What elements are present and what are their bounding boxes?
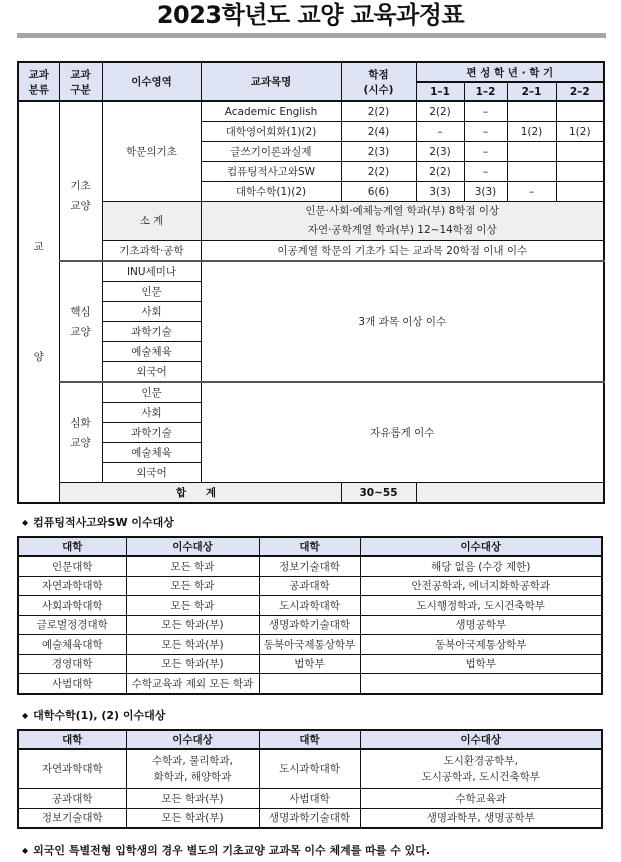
core-area: 사회 bbox=[102, 302, 201, 322]
college: 자연과학대학 bbox=[18, 749, 126, 789]
target: 동북아국제통상학부 bbox=[360, 635, 602, 655]
table-row bbox=[18, 635, 602, 655]
college: 사범대학 bbox=[259, 789, 360, 809]
total-empty bbox=[416, 483, 604, 504]
core-area: 예술체육 bbox=[102, 342, 201, 362]
term-1-1: 2(2) bbox=[416, 101, 464, 122]
type-advanced bbox=[59, 382, 102, 483]
target-line1: 도시환경공학부, bbox=[443, 755, 518, 767]
college: 법학부 bbox=[259, 654, 360, 674]
subtotal-text bbox=[201, 202, 604, 241]
sw-target-table bbox=[17, 536, 603, 695]
header-type-line1: 교과 bbox=[70, 68, 91, 81]
header-area: 이수영역 bbox=[102, 62, 201, 101]
table-row bbox=[18, 382, 604, 403]
sw-section-title bbox=[22, 514, 174, 530]
header-term-1-2: 1–2 bbox=[464, 82, 507, 101]
header-credit bbox=[341, 62, 416, 101]
table-row bbox=[18, 654, 602, 674]
target bbox=[360, 749, 602, 789]
math-section-title bbox=[22, 707, 165, 723]
target: 수학교육과 bbox=[360, 789, 602, 809]
type-advanced-line2: 교양 bbox=[70, 436, 91, 449]
table-row bbox=[18, 749, 602, 789]
target bbox=[126, 749, 259, 789]
type-core-line1: 핵심 bbox=[70, 305, 91, 318]
header-target: 이수대상 bbox=[360, 537, 602, 556]
table-row bbox=[18, 261, 604, 282]
type-advanced-line1: 심화 bbox=[70, 416, 91, 429]
category-label-top: 교 bbox=[33, 240, 44, 253]
college bbox=[259, 674, 360, 694]
table-row bbox=[18, 556, 602, 576]
header-target: 이수대상 bbox=[126, 730, 259, 749]
header-credit-line2: (시수) bbox=[363, 83, 394, 96]
target: 모든 학과(부) bbox=[126, 808, 259, 828]
header-college: 대학 bbox=[259, 730, 360, 749]
header-college: 대학 bbox=[259, 537, 360, 556]
type-core bbox=[59, 261, 102, 382]
term-1-2: – bbox=[464, 162, 507, 182]
course-name: 컴퓨팅적사고와SW bbox=[201, 162, 341, 182]
header-type-line2: 구분 bbox=[70, 83, 91, 96]
college: 사회과학대학 bbox=[18, 596, 126, 616]
term-1-1: – bbox=[416, 122, 464, 142]
college: 정보기술대학 bbox=[259, 556, 360, 576]
course-credit: 2(4) bbox=[341, 122, 416, 142]
total-row bbox=[18, 483, 604, 504]
header-college: 대학 bbox=[18, 730, 126, 749]
college: 사범대학 bbox=[18, 674, 126, 694]
target: 모든 학과(부) bbox=[126, 654, 259, 674]
term-2-2 bbox=[556, 162, 604, 182]
category-cell bbox=[18, 101, 59, 503]
term-2-1 bbox=[507, 101, 556, 122]
course-credit: 2(3) bbox=[341, 142, 416, 162]
college: 생명과학기술대학 bbox=[259, 808, 360, 828]
table-row bbox=[18, 674, 602, 694]
header-term-2-2: 2–2 bbox=[556, 82, 604, 101]
course-name: Academic English bbox=[201, 101, 341, 122]
type-basic bbox=[59, 101, 102, 261]
diamond-bullet-icon: ◆ bbox=[22, 518, 29, 527]
science-text: 이공계열 학문의 기초가 되는 교과목 20학점 이내 이수 bbox=[201, 241, 604, 262]
total-value: 30~55 bbox=[341, 483, 416, 504]
category-label-bottom: 양 bbox=[33, 351, 44, 363]
type-core-line2: 교양 bbox=[70, 325, 91, 338]
core-area: INU세미나 bbox=[102, 261, 201, 282]
college: 인문대학 bbox=[18, 556, 126, 576]
table-row bbox=[18, 596, 602, 616]
advanced-area: 과학기술 bbox=[102, 423, 201, 443]
science-label: 기초과학·공학 bbox=[102, 241, 201, 262]
header-term-2-1: 2–1 bbox=[507, 82, 556, 101]
header-schedule: 편 성 학 년 · 학 기 bbox=[416, 62, 604, 82]
term-2-2 bbox=[556, 101, 604, 122]
advanced-area: 사회 bbox=[102, 403, 201, 423]
college: 경영대학 bbox=[18, 654, 126, 674]
target: 모든 학과 bbox=[126, 576, 259, 596]
table-row bbox=[18, 615, 602, 635]
advanced-requirement: 자유롭게 이수 bbox=[201, 382, 604, 483]
target: 생명공학부 bbox=[360, 615, 602, 635]
college: 자연과학대학 bbox=[18, 576, 126, 596]
header-term-1-1: 1–1 bbox=[416, 82, 464, 101]
college: 예술체육대학 bbox=[18, 635, 126, 655]
advanced-area: 인문 bbox=[102, 382, 201, 403]
college: 동북아국제통상학부 bbox=[259, 635, 360, 655]
term-2-1: – bbox=[507, 182, 556, 202]
target: 해당 없음 (수강 제한) bbox=[360, 556, 602, 576]
target: 모든 학과(부) bbox=[126, 635, 259, 655]
type-basic-line2: 교양 bbox=[70, 200, 91, 212]
advanced-area: 외국어 bbox=[102, 463, 201, 483]
term-2-2: 1(2) bbox=[556, 122, 604, 142]
core-requirement: 3개 과목 이상 이수 bbox=[201, 261, 604, 382]
term-1-2: – bbox=[464, 122, 507, 142]
college: 글로벌정경대학 bbox=[18, 615, 126, 635]
course-name: 대학영어회화(1)(2) bbox=[201, 122, 341, 142]
page-title: 2023학년도 교양 교육과정표 bbox=[156, 1, 465, 29]
header-category-line2: 분류 bbox=[28, 83, 49, 96]
footnote-text: 외국인 특별전형 입학생의 경우 별도의 기초교양 교과목 이수 체계를 따를 수 있다. bbox=[33, 844, 431, 857]
math-target-table bbox=[17, 729, 603, 829]
target: 안전공학과, 에너지화학공학과 bbox=[360, 576, 602, 596]
curriculum-table bbox=[17, 61, 605, 504]
term-2-2 bbox=[556, 142, 604, 162]
advanced-area: 예술체육 bbox=[102, 443, 201, 463]
course-credit: 2(2) bbox=[341, 162, 416, 182]
target: 수학교육과 제외 모든 학과 bbox=[126, 674, 259, 694]
table-row bbox=[18, 789, 602, 809]
college: 정보기술대학 bbox=[18, 808, 126, 828]
target: 법학부 bbox=[360, 654, 602, 674]
course-credit: 2(2) bbox=[341, 101, 416, 122]
target bbox=[360, 674, 602, 694]
diamond-bullet-icon: ◆ bbox=[22, 711, 29, 720]
title-divider bbox=[17, 33, 606, 38]
term-1-2: 3(3) bbox=[464, 182, 507, 202]
area-basic: 학문의기초 bbox=[102, 101, 201, 202]
core-area: 외국어 bbox=[102, 362, 201, 383]
target-line1: 수학과, 물리학과, bbox=[151, 755, 233, 767]
header-category bbox=[18, 62, 59, 101]
core-area: 인문 bbox=[102, 282, 201, 302]
subtotal-line1: 인문·사회·예체능계열 학과(부) 8학점 이상 bbox=[305, 205, 500, 217]
header-course: 교과목명 bbox=[201, 62, 341, 101]
term-2-2 bbox=[556, 182, 604, 202]
header-target: 이수대상 bbox=[126, 537, 259, 556]
course-credit: 6(6) bbox=[341, 182, 416, 202]
term-1-1: 2(2) bbox=[416, 162, 464, 182]
term-2-1: 1(2) bbox=[507, 122, 556, 142]
target-line2: 화학과, 해양학과 bbox=[153, 771, 232, 783]
target: 생명과학부, 생명공학부 bbox=[360, 808, 602, 828]
college: 공과대학 bbox=[18, 789, 126, 809]
college: 도시과학대학 bbox=[259, 749, 360, 789]
table-row bbox=[18, 576, 602, 596]
table-row bbox=[18, 101, 604, 122]
subtotal-line2: 자연·공학계열 학과(부) 12~14학점 이상 bbox=[307, 224, 497, 236]
course-name: 대학수학(1)(2) bbox=[201, 182, 341, 202]
core-area: 과학기술 bbox=[102, 322, 201, 342]
header-category-line1: 교과 bbox=[28, 68, 49, 81]
header-college: 대학 bbox=[18, 537, 126, 556]
sw-section-title-text: 컴퓨팅적사고와SW 이수대상 bbox=[33, 516, 174, 529]
target-line2: 도시공학과, 도시건축학부 bbox=[421, 771, 540, 783]
subtotal-label: 소 계 bbox=[102, 202, 201, 241]
target: 모든 학과 bbox=[126, 556, 259, 576]
table-row bbox=[18, 808, 602, 828]
header-type bbox=[59, 62, 102, 101]
term-1-2: – bbox=[464, 142, 507, 162]
header-target: 이수대상 bbox=[360, 730, 602, 749]
college: 공과대학 bbox=[259, 576, 360, 596]
target: 도시행정학과, 도시건축학부 bbox=[360, 596, 602, 616]
total-label: 합 계 bbox=[59, 483, 341, 504]
science-row bbox=[18, 241, 604, 262]
diamond-bullet-icon: ◆ bbox=[22, 846, 29, 855]
term-2-1 bbox=[507, 162, 556, 182]
college: 생명과학기술대학 bbox=[259, 615, 360, 635]
term-2-1 bbox=[507, 142, 556, 162]
term-1-1: 2(3) bbox=[416, 142, 464, 162]
course-name: 글쓰기이론과실제 bbox=[201, 142, 341, 162]
term-1-2: – bbox=[464, 101, 507, 122]
target: 모든 학과(부) bbox=[126, 615, 259, 635]
term-1-1: 3(3) bbox=[416, 182, 464, 202]
target: 모든 학과 bbox=[126, 596, 259, 616]
header-credit-line1: 학점 bbox=[368, 68, 389, 81]
college: 도시과학대학 bbox=[259, 596, 360, 616]
math-section-title-text: 대학수학(1), (2) 이수대상 bbox=[33, 709, 166, 722]
footnote bbox=[22, 842, 430, 858]
target: 모든 학과(부) bbox=[126, 789, 259, 809]
type-basic-line1: 기초 bbox=[70, 180, 91, 192]
subtotal-row bbox=[18, 202, 604, 241]
